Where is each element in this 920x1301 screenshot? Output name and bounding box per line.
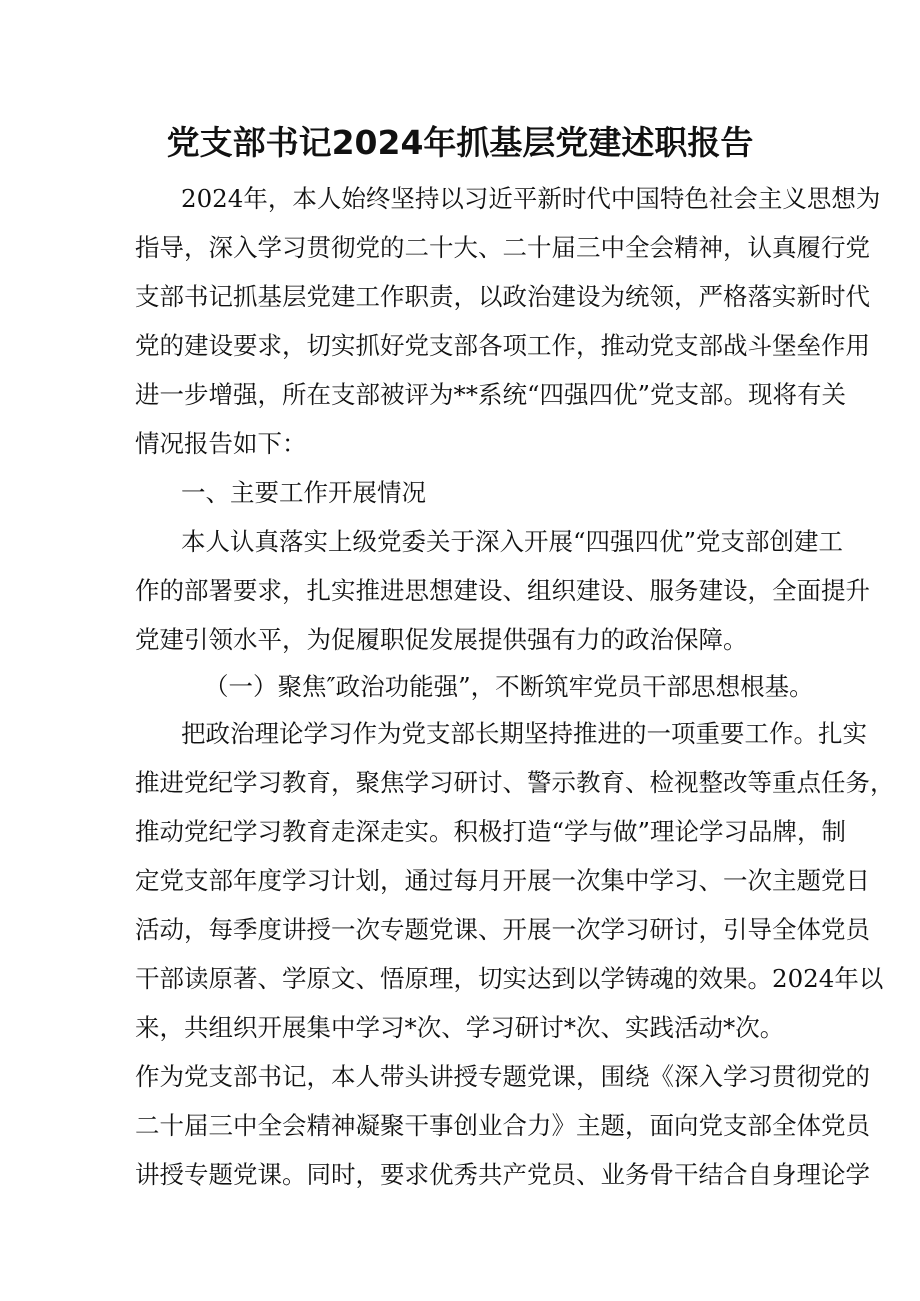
- paragraph-line: 进一步增强，所在支部被评为**系统“四强四优”党支部。现将有关: [135, 380, 847, 409]
- paragraph-line: 作的部署要求，扎实推进思想建设、组织建设、服务建设，全面提升: [135, 576, 870, 605]
- paragraph-line: 推进党纪学习教育，聚焦学习研讨、警示教育、检视整改等重点任务，: [135, 768, 895, 797]
- paragraph-line: 本人认真落实上级党委关于深入开展“四强四优”党支部创建工: [181, 527, 844, 556]
- paragraph-line: 讲授专题党课。同时，要求优秀共产党员、业务骨干结合自身理论学: [135, 1160, 870, 1189]
- paragraph-line: 作为党支部书记，本人带头讲授专题党课，围绕《深入学习贯彻党的: [135, 1062, 870, 1091]
- paragraph-line: 2024年，本人始终坚持以习近平新时代中国特色社会主义思想为: [181, 184, 881, 213]
- paragraph-line: 指导，深入学习贯彻党的二十大、二十届三中全会精神，认真履行党: [135, 233, 870, 262]
- paragraph-line: 二十届三中全会精神凝聚干事创业合力》主题，面向党支部全体党员: [135, 1111, 870, 1140]
- paragraph-line: 情况报告如下：: [135, 429, 307, 458]
- paragraph-line: 干部读原著、学原文、悟原理，切实达到以学铸魂的效果。2024年以: [135, 964, 884, 993]
- paragraph-line: 党建引领水平，为促履职促发展提供强有力的政治保障。: [135, 625, 748, 654]
- paragraph-line: 定党支部年度学习计划，通过每月开展一次集中学习、一次主题党日: [135, 866, 870, 895]
- paragraph-line: 党的建设要求，切实抓好党支部各项工作，推动党支部战斗堡垒作用: [135, 331, 870, 360]
- section-heading: 一、主要工作开展情况: [181, 478, 426, 507]
- document-title: 党支部书记2024年抓基层党建述职报告: [166, 123, 754, 162]
- paragraph-line: 来，共组织开展集中学习*次、学习研讨*次、实践活动*次。: [135, 1013, 785, 1042]
- subsection-heading: （一）聚焦″政治功能强”，不断筑牢党员干部思想根基。: [204, 672, 814, 701]
- paragraph-line: 把政治理论学习作为党支部长期坚持推进的一项重要工作。扎实: [181, 719, 867, 748]
- paragraph-line: 推动党纪学习教育走深走实。积极打造“学与做”理论学习品牌，制: [135, 817, 847, 846]
- paragraph-line: 支部书记抓基层党建工作职责，以政治建设为统领，严格落实新时代: [135, 282, 870, 311]
- paragraph-line: 活动，每季度讲授一次专题党课、开展一次学习研讨，引导全体党员: [135, 915, 870, 944]
